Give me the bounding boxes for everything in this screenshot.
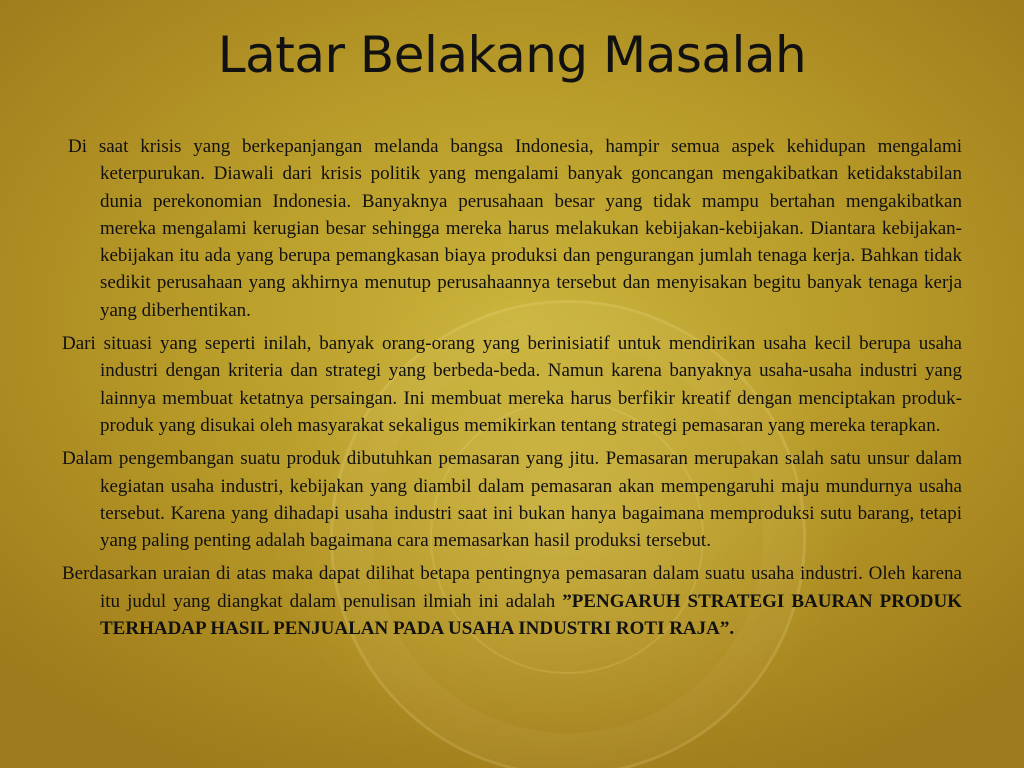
slide-title: Latar Belakang Masalah <box>217 26 807 84</box>
paragraph-marketing: Dalam pengembangan suatu produk dibutuhkan pemasaran yang jitu. Pemasaran merupakan salah satu unsur dalam kegiatan usaha industri, kebijakan yang diambil dalam pemasaran akan mempengaruhi maju mundurnya usaha tersebut. Karena yang dihadapi usaha industri saat ini bukan hanya bagaimana memproduksi sutu barang, tetapi yang paling penting adalah bagaimana cara memasarkan hasil produksi tersebut. <box>62 448 962 552</box>
paragraph-crisis: Di saat krisis yang berkepanjangan melanda bangsa Indonesia, hampir semua aspek kehidupan mengalami keterpurukan. Diawali dari krisis politik yang mengalami banyak goncangan mengakibatkan ketidakstabilan dunia perekonomian Indonesia. Banyaknya perusahaan besar yang tidak mampu bertahan mengakibatkan mereka mengalami kerugian besar sehingga mereka harus melakukan kebijakan-kebijakan. Diantara kebijakan-kebijakan itu ada yang berupa pemangkasan biaya produksi dan pengurangan jumlah tenaga kerja. Bahkan tidak sedikit perusahaan yang akhirnya menutup perusahaannya tersebut dan menyisakan begitu banyak tenaga kerja yang diberhentikan. <box>68 136 962 321</box>
paragraph-conclusion <box>62 560 962 642</box>
research-title: ”PENGARUH STRATEGI BAURAN PRODUK TERHADAP HASIL PENJUALAN PADA USAHA INDUSTRI ROTI RAJA”. <box>100 590 962 640</box>
paragraph-situation: Dari situasi yang seperti inilah, banyak orang-orang yang berinisiatif untuk mendirikan usaha kecil berupa usaha industri dengan kriteria dan strategi yang berbeda-beda. Namun karena banyaknya usaha-usaha industri yang lainnya membuat ketatnya persaingan. Ini membuat mereka harus berfikir kreatif dengan menciptakan produk-produk yang disukai oleh masyarakat sekaligus memikirkan tentang strategi pemasaran yang mereka terapkan. <box>62 333 962 436</box>
paragraph-conclusion-text: Berdasarkan uraian di atas maka dapat dilihat betapa pentingnya pemasaran dalam suatu usaha industri. Oleh karena itu judul yang diangkat dalam penulisan ilmiah ini adalah <box>62 563 962 612</box>
slide-body <box>62 133 962 648</box>
